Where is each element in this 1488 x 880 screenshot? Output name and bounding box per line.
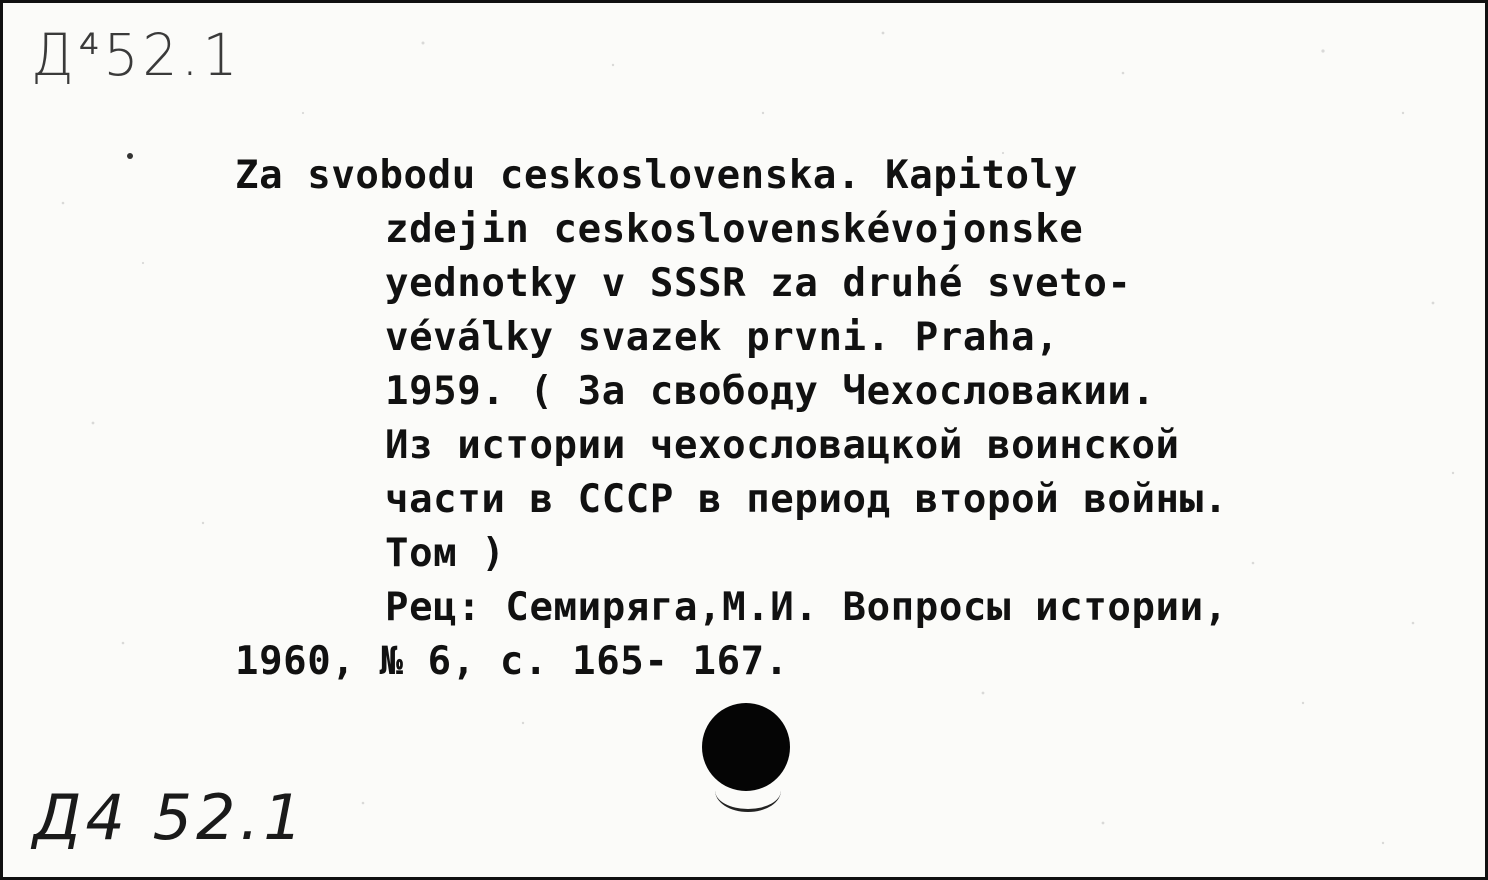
entry-line-6: Из истории чехословацкой воинской: [385, 423, 1180, 468]
entry-line-7: части в СССР в период второй войны.: [385, 477, 1228, 522]
entry-line-3: yednotky v SSSR za druhé sveto-: [385, 261, 1132, 306]
entry-line-5: 1959. ( За свободу Чехословакии.: [385, 369, 1156, 414]
entry-line-10: 1960, № 6, с. 165- 167.: [235, 639, 789, 684]
call-number-top: Д⁴52.1: [31, 21, 242, 89]
ink-dot: [127, 153, 133, 159]
call-number-bottom: Д4 52.1: [33, 781, 307, 854]
entry-line-4: véválky svazek prvni. Praha,: [385, 315, 1060, 360]
entry-line-2: zdejin ceskoslovenskévojonske: [385, 207, 1084, 252]
punch-hole-shadow: [715, 769, 781, 812]
entry-line-1: Za svobodu ceskoslovenska. Kapitoly: [235, 153, 1078, 198]
entry-line-8: Том ): [385, 531, 506, 576]
entry-line-9: Рец: Семиряга,М.И. Вопросы истории,: [385, 585, 1228, 630]
bibliographic-entry: [235, 149, 1475, 689]
